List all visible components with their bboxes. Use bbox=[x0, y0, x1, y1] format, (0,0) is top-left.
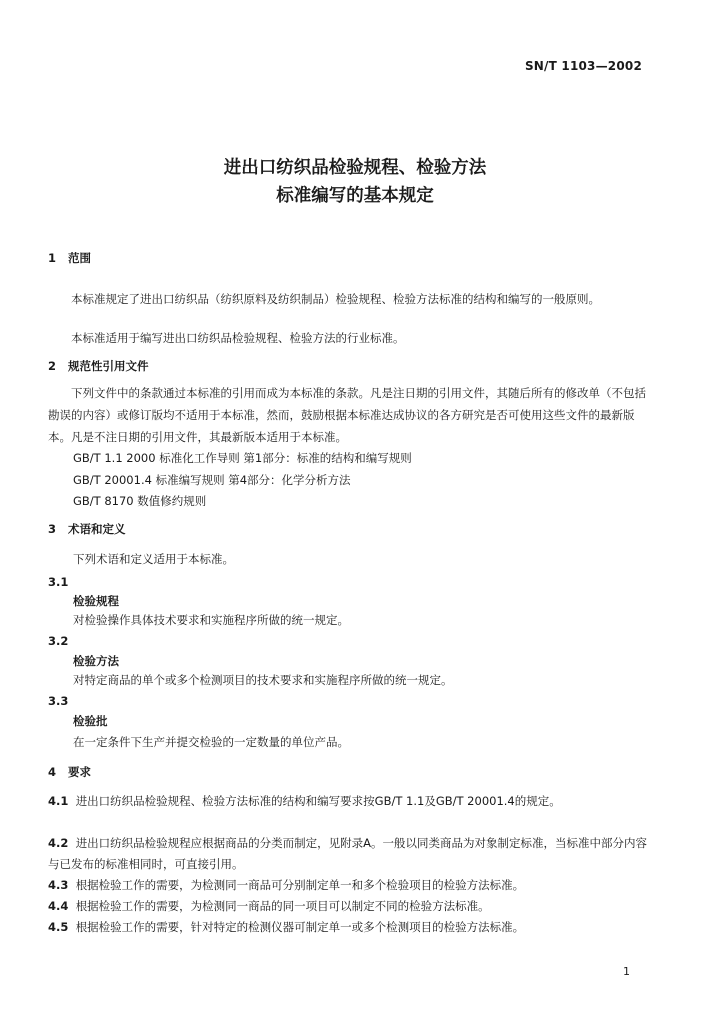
paragraph: 本标准适用于编写进出口纺织品检验规程、检验方法的行业标准。 bbox=[71, 331, 405, 345]
section-title: 要求 bbox=[68, 765, 92, 779]
section-2-heading bbox=[48, 358, 149, 374]
requirement-text: 根据检验工作的需要，为检测同一商品可分别制定单一和多个检验项目的检验方法标准。 bbox=[75, 878, 525, 892]
term-definition: 对检验操作具体技术要求和实施程序所做的统一规定。 bbox=[73, 613, 349, 627]
requirement-number: 4.3 bbox=[48, 878, 69, 892]
page-number: 1 bbox=[623, 965, 630, 978]
requirement-number: 4.2 bbox=[48, 836, 69, 850]
reference-item: GB/T 8170 数值修约规则 bbox=[73, 494, 207, 508]
requirement-text: 进出口纺织品检验规程、检验方法标准的结构和编写要求按GB/T 1.1及GB/T 20001.4的规定。 bbox=[75, 794, 561, 808]
reference-item: GB/T 20001.4 标准编写规则 第4部分：化学分析方法 bbox=[73, 473, 351, 487]
paragraph: 下列文件中的条款通过本标准的引用而成为本标准的条款。凡是注日期的引用文件，其随后所有的修改单（不包括勘误的内容）或修订版均不适用于本标准，然而，鼓励根据本标准达成协议的各方研究是否可使用这些文件的最新版本。凡是不注日期的引用文件，其最新版本适用于本标准。 bbox=[48, 386, 646, 444]
document-title-line-1: 进出口纺织品检验规程、检验方法 bbox=[223, 158, 487, 178]
section-1-heading bbox=[48, 250, 91, 266]
section-number: 4 bbox=[48, 765, 57, 779]
requirement-number: 4.5 bbox=[48, 920, 69, 934]
requirement-text: 根据检验工作的需要，为检测同一商品的同一项目可以制定不同的检验方法标准。 bbox=[75, 899, 490, 913]
requirement-number: 4.1 bbox=[48, 794, 69, 808]
paragraph: 下列术语和定义适用于本标准。 bbox=[73, 552, 234, 566]
requirement-item bbox=[48, 833, 652, 875]
section-title: 术语和定义 bbox=[68, 522, 126, 536]
section-title: 规范性引用文件 bbox=[68, 359, 149, 373]
requirement-item bbox=[48, 791, 652, 812]
section-4-heading bbox=[48, 764, 91, 780]
requirement-item bbox=[48, 875, 652, 896]
term-title: 检验规程 bbox=[73, 594, 119, 608]
paragraph: 本标准规定了进出口纺织品（纺织原料及纺织制品）检验规程、检验方法标准的结构和编写的一般原则。 bbox=[71, 292, 600, 306]
term-number: 3.2 bbox=[48, 634, 69, 648]
document-title-line-2: 标准编写的基本规定 bbox=[276, 186, 434, 206]
section-number: 3 bbox=[48, 522, 57, 536]
term-number: 3.1 bbox=[48, 575, 69, 589]
section-number: 1 bbox=[48, 251, 57, 265]
standard-code: SN/T 1103—2002 bbox=[524, 59, 642, 73]
requirement-item bbox=[48, 917, 652, 938]
requirement-text: 根据检验工作的需要，针对特定的检测仪器可制定单一或多个检测项目的检验方法标准。 bbox=[75, 920, 525, 934]
requirement-number: 4.4 bbox=[48, 899, 69, 913]
reference-item: GB/T 1.1 2000 标准化工作导则 第1部分：标准的结构和编写规则 bbox=[73, 451, 412, 465]
term-definition: 对特定商品的单个或多个检测项目的技术要求和实施程序所做的统一规定。 bbox=[73, 673, 453, 687]
term-title: 检验批 bbox=[73, 714, 108, 728]
section-title: 范围 bbox=[68, 251, 92, 265]
requirement-text: 进出口纺织品检验规程应根据商品的分类而制定，见附录A。一般以同类商品为对象制定标准，当标准中部分内容与已发布的标准相同时，可直接引用。 bbox=[48, 836, 648, 871]
section-3-heading bbox=[48, 521, 126, 537]
term-definition: 在一定条件下生产并提交检验的一定数量的单位产品。 bbox=[73, 735, 349, 749]
section-number: 2 bbox=[48, 359, 57, 373]
requirement-item bbox=[48, 896, 652, 917]
term-title: 检验方法 bbox=[73, 654, 119, 668]
term-number: 3.3 bbox=[48, 694, 69, 708]
